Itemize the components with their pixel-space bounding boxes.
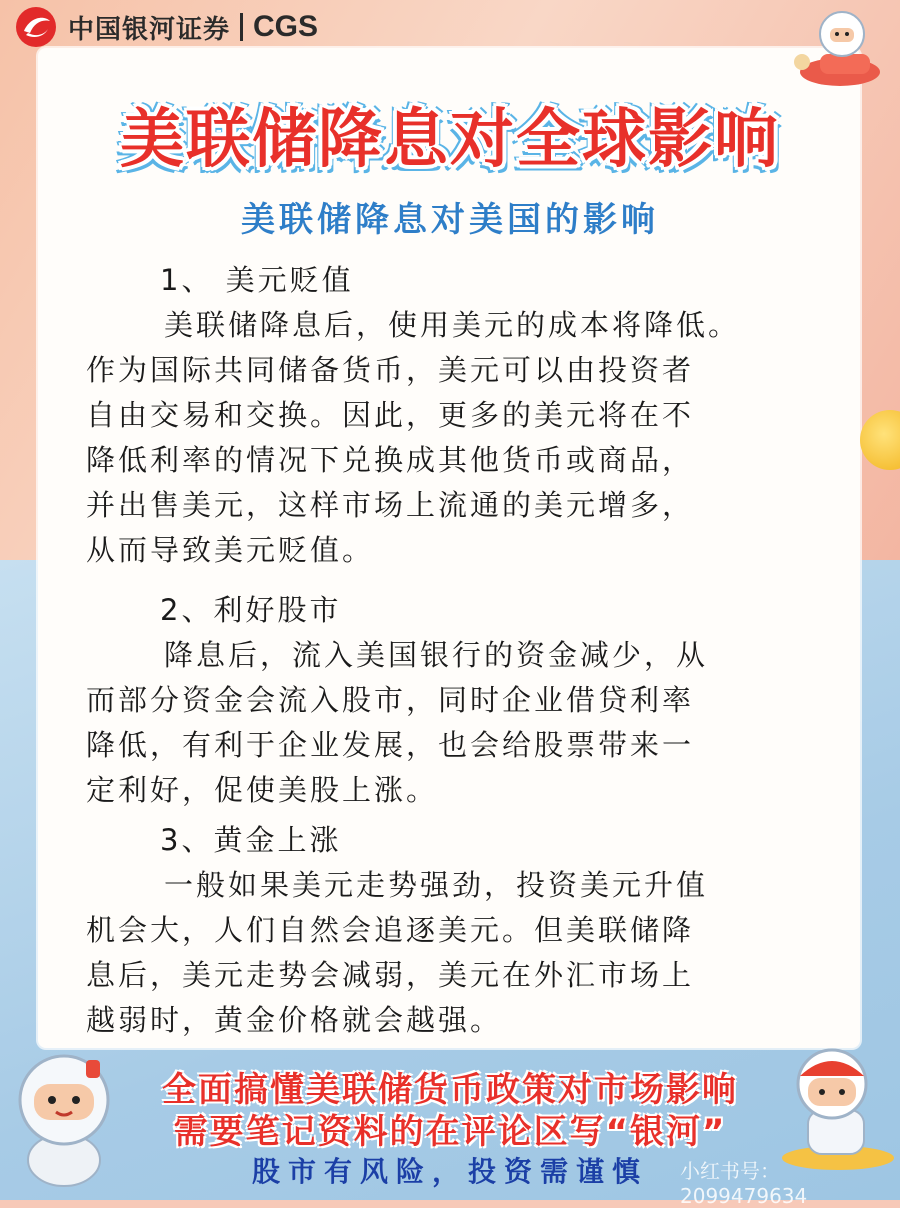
text-line: 美联储降息后，使用美元的成本将降低。 <box>164 308 741 342</box>
section-body-3 <box>86 863 814 1043</box>
text-line: 机会大，人们自然会追逐美元。但美联储降 <box>86 913 695 947</box>
brand-header <box>14 4 318 50</box>
page-subtitle: 美联储降息对美国的影响 <box>241 200 659 240</box>
cgs-logo-icon <box>14 5 58 49</box>
text-line: 一般如果美元走势强劲，投资美元升值 <box>164 868 709 902</box>
cta-line-1: 全面搞懂美联储货币政策对市场影响 <box>162 1070 738 1110</box>
text-line: 定利好，促使美股上涨。 <box>86 773 439 807</box>
text-line: 降低，有利于企业发展，也会给股票带来一 <box>86 728 695 762</box>
section-body-1 <box>86 303 814 573</box>
watermark: 小红书号：2099479634 <box>680 1159 808 1208</box>
section-heading-3: 3、黄金上涨 <box>160 823 342 857</box>
risk-disclaimer: 股市有风险，投资需谨慎 <box>251 1155 648 1188</box>
text-line: 从而导致美元贬值。 <box>86 533 375 567</box>
text-line: 并出售美元，这样市场上流通的美元增多， <box>86 488 695 522</box>
text-line: 降低利率的情况下兑换成其他货币或商品， <box>86 443 695 477</box>
page-title: 美联储降息对全球影响 <box>120 103 780 177</box>
text-line: 息后，美元走势会减弱，美元在外汇市场上 <box>86 958 695 992</box>
section-heading-2: 2、利好股市 <box>160 593 342 627</box>
brand-name-en: CGS <box>253 10 319 43</box>
text-line: 降息后，流入美国银行的资金减少，从 <box>164 638 709 672</box>
brand-separator <box>240 13 243 41</box>
text-line: 自由交易和交换。因此，更多的美元将在不 <box>86 398 695 432</box>
cta-line-2: 需要笔记资料的在评论区写“银河” <box>173 1112 727 1152</box>
text-line: 越弱时，黄金价格就会越强。 <box>86 1003 503 1037</box>
brand-name-cn: 中国银河证券 <box>68 14 231 45</box>
section-heading-1: 1、 美元贬值 <box>160 263 354 297</box>
text-line: 而部分资金会流入股市，同时企业借贷利率 <box>86 683 695 717</box>
astronaut-mascot-icon <box>790 2 890 102</box>
text-line: 作为国际共同储备货币，美元可以由投资者 <box>86 353 695 387</box>
section-body-2 <box>86 633 814 813</box>
